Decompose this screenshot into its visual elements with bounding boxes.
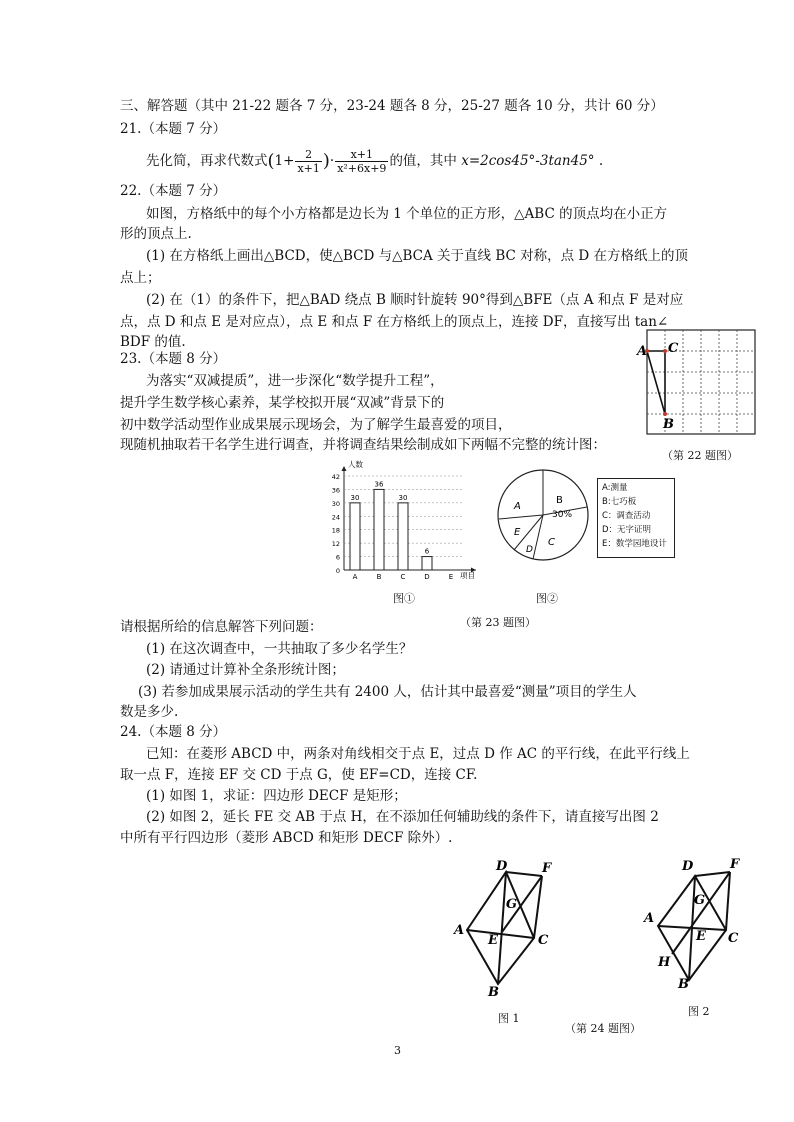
x-tick-label: B [376, 573, 382, 581]
fig2-label-c: C [728, 931, 739, 946]
y-axis-label: 人数 [348, 460, 363, 469]
y-tick-label: 24 [331, 513, 340, 522]
q21-header: 21.（本题 7 分） [120, 121, 227, 137]
q21-period: . [598, 153, 604, 169]
bar-value-label: 6 [424, 547, 430, 556]
q23-line2: 提升学生数学核心素养，某学校拟开展“双减”背景下的 [120, 395, 445, 411]
q22-line1: 如图，方格纸中的每个小方格都是边长为 1 个单位的正方形，△ABC 的顶点均在小正方 [146, 206, 668, 222]
q22-line2: 形的顶点上. [120, 226, 192, 242]
q24-sub2b: 中所有平行四边形（菱形 ABCD 和矩形 DECF 除外）. [120, 830, 453, 846]
q21-text-before: 先化简，再求代数式 [146, 153, 268, 169]
legend-item-c: C：调查活动 [602, 511, 651, 521]
fig2-label-g: G [694, 893, 706, 908]
q22-line4: 点上； [120, 270, 161, 286]
legend-item-d: D：无字证明 [602, 525, 652, 535]
pie-label-e: E [514, 527, 521, 538]
q21-condition: x=2cos45°-3tan45° [461, 153, 595, 169]
fig2-label-b: B [678, 977, 689, 992]
x-tick-label: C [400, 573, 406, 581]
y-tick-label: 12 [331, 540, 340, 549]
point-b-dot [663, 412, 667, 416]
bar-b [374, 489, 384, 570]
fig1-label: 图① [393, 592, 415, 605]
q22-line6: 点，点 D 和点 E 是对应点），点 E 和点 F 在方格纸上的顶点上，连接 DF，直接写出 tan∠ [120, 314, 669, 330]
bar-d [422, 557, 432, 570]
q21-text-after: 的值，其中 [389, 153, 457, 169]
y-tick-label: 36 [331, 486, 340, 495]
q24-header: 24.（本题 8 分） [120, 724, 227, 740]
q21-dot: · [329, 153, 335, 169]
legend-item-a: A:测量 [602, 483, 628, 493]
x-tick-label: A [352, 573, 358, 581]
q22-caption: （第 22 题图） [662, 449, 738, 462]
segment-fc-2 [726, 872, 730, 930]
q23-sub1: (1) 在这次调查中，一共抽取了多少名学生？ [146, 641, 413, 657]
q22-line3: (1) 在方格纸上画出△BCD，使△BCD 与△BCA 关于直线 BC 对称，点 D 在方格纸上的顶 [146, 248, 689, 264]
y-tick-label: 18 [331, 526, 340, 535]
fig1-label-g: G [506, 897, 518, 912]
q22-header: 22.（本题 7 分） [120, 183, 227, 199]
rhombus-abcd-1 [467, 872, 534, 984]
segment-df-2 [695, 872, 730, 876]
y-tick-label: 6 [335, 553, 340, 562]
label-a: A [637, 344, 648, 359]
q21-fraction-2: $\frac{x+1}{\text{x²+6x+9}}$ [337, 148, 387, 175]
bar-value-label: 36 [374, 480, 384, 489]
fig1-label-b: B [488, 985, 499, 1000]
q21-one-plus: 1+ [274, 153, 295, 169]
legend-item-e: E：数学园地设计 [602, 539, 667, 549]
q23-sub3b: 数是多少. [120, 704, 179, 720]
pie-label-b: B [556, 495, 563, 506]
fig1-label-d: D [496, 859, 508, 874]
x-tick-label: D [424, 573, 430, 581]
q24-line1: 已知：在菱形 ABCD 中，两条对角线相交于点 E，过点 D 作 AC 的平行线，在此平行线上 [146, 746, 690, 762]
pie-chart [496, 465, 596, 565]
q24-caption: （第 24 题图） [565, 1022, 641, 1035]
q23-line3: 初中数学活动型作业成果展示现场会，为了解学生最喜爱的项目， [120, 417, 512, 433]
q24-figure-2 [642, 850, 752, 995]
y-tick-label: 42 [331, 473, 340, 481]
y-tick-label: 30 [331, 499, 340, 508]
fig1-label-a: A [454, 923, 465, 938]
fig1-label-f: F [542, 861, 552, 876]
q24-line2: 取一点 F，连接 EF 交 CD 于点 G，使 EF=CD，连接 CF. [120, 767, 478, 783]
q21-body: 先化简，再求代数式(1+ $\frac{2}{x+1}$ )· $\frac{x+1}{\text{x²+6x+9}}$ 的值，其中 x=2cos45°-3tan45° . [146, 148, 604, 175]
x-axis-label: 项目 [460, 571, 475, 580]
q23-caption: （第 23 题图） [460, 616, 536, 629]
triangle-abc [647, 351, 665, 414]
q23-after-line: 请根据所给的信息解答下列问题： [120, 619, 323, 635]
q24-sub1: (1) 如图 1，求证：四边形 DECF 是矩形； [146, 788, 407, 804]
pie-label-c: C [548, 537, 555, 548]
q24-fig1-label: 图 1 [498, 1012, 520, 1025]
segment-df-1 [506, 872, 542, 876]
q23-header: 23.（本题 8 分） [120, 351, 227, 367]
q23-line4: 现随机抽取若干名学生进行调查，并将调查结果绘制成如下两幅不完整的统计图： [120, 437, 606, 453]
fig2-label-a: A [644, 911, 655, 926]
q23-sub3a: (3) 若参加成果展示活动的学生共有 2400 人，估计其中最喜爱“测量”项目的学生人 [138, 684, 637, 700]
fig2-label: 图② [536, 592, 558, 605]
bar-chart [318, 460, 490, 585]
pie-label-d: D [526, 545, 533, 555]
y-tick-label: 0 [335, 567, 340, 575]
x-tick-label: E [448, 573, 454, 581]
bar-a [350, 503, 360, 570]
label-c: C [668, 341, 679, 356]
pie-legend [597, 478, 675, 558]
page-number: 3 [394, 1044, 401, 1057]
point-c-dot [663, 349, 667, 353]
q22-line7: BDF 的值. [120, 334, 186, 350]
y-axis-arrow [342, 466, 347, 471]
bar-value-label: 30 [398, 493, 408, 502]
q24-sub2a: (2) 如图 2，延长 FE 交 AB 于点 H，在不添加任何辅助线的条件下，请直接写出图 2 [146, 809, 659, 825]
fig2-label-e: E [696, 929, 706, 944]
fig2-label-f: F [730, 857, 740, 872]
q21-fraction-1: $\frac{2}{x+1}$ [297, 148, 320, 175]
q23-sub2: (2) 请通过计算补全条形统计图； [146, 662, 345, 678]
q22-line5: (2) 在（1）的条件下，把△BAD 绕点 B 顺时针旋转 90°得到△BFE（点 A 和点 F 是对应 [146, 292, 684, 308]
fig1-label-e: E [488, 933, 498, 948]
fig1-label-c: C [538, 933, 549, 948]
fig2-label-h: H [658, 955, 671, 970]
pie-percent-b: 30% [552, 510, 573, 520]
q23-line1: 为落实“双减提质”，进一步深化“数学提升工程”， [146, 373, 444, 389]
q22-grid-figure [633, 328, 763, 438]
q24-fig2-label: 图 2 [688, 1005, 710, 1018]
fig2-label-d: D [682, 859, 694, 874]
section-title: 三、解答题（其中 21-22 题各 7 分，23-24 题各 8 分，25-27 题各 10 分，共计 60 分） [120, 98, 664, 114]
legend-item-b: B:七巧板 [602, 497, 637, 507]
pie-label-a: A [514, 501, 521, 512]
q24-figure-1 [450, 856, 560, 1001]
label-b: B [663, 417, 674, 432]
bar-value-label: 30 [350, 493, 360, 502]
bar-c [398, 503, 408, 570]
